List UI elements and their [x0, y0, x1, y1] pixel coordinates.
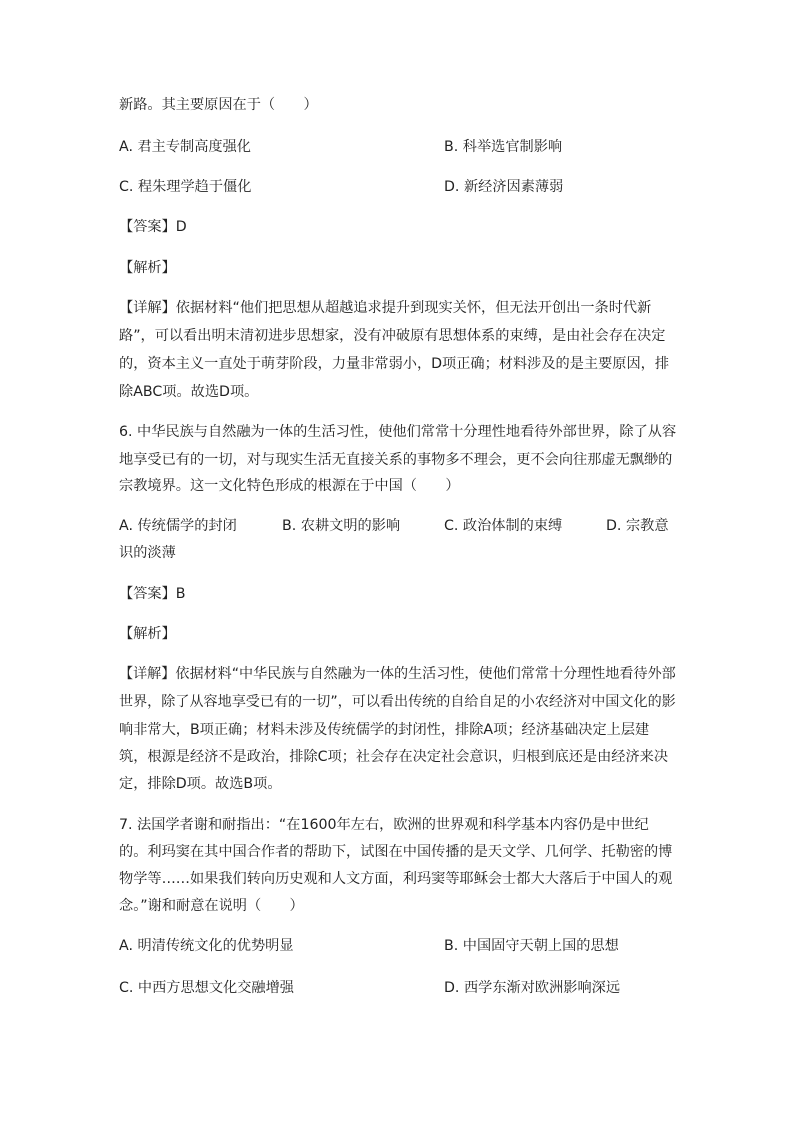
- q6-detail-line-4: 筑，根源是经济不是政治，排除C项；社会存在决定社会意识，归根到底还是由经济来决: [119, 749, 669, 765]
- q5-stem-tail: 新路。其主要原因在于（ ）: [119, 97, 318, 113]
- q7-stem-line-2: 的。利玛窦在其中国合作者的帮助下，试图在中国传播的是天文学、几何学、托勒密的博: [119, 844, 673, 860]
- q7-stem-line-3: 物学等……如果我们转向历史观和人文方面，利玛窦等耶稣会士都大大落后于中国人的观: [119, 871, 673, 887]
- q7-option-d[interactable]: D. 西学东渐对欧洲影响深远: [444, 980, 621, 996]
- q5-detail-line-4: 除ABC项。故选D项。: [119, 384, 259, 400]
- q6-option-b[interactable]: B. 农耕文明的影响: [282, 518, 401, 534]
- q7-option-b[interactable]: B. 中国固守天朝上国的思想: [444, 938, 619, 954]
- q6-option-d[interactable]: D. 宗教意: [606, 518, 669, 534]
- q7-option-a[interactable]: A. 明清传统文化的优势明显: [119, 938, 294, 954]
- q6-analysis-heading: 【解析】: [119, 626, 176, 642]
- q7-option-c[interactable]: C. 中西方思想文化交融增强: [119, 980, 294, 996]
- q5-option-c[interactable]: C. 程朱理学趋于僵化: [119, 179, 252, 195]
- q5-answer: 【答案】D: [119, 219, 187, 235]
- q7-stem-line-1: 7. 法国学者谢和耐指出：“在1600年左右，欧洲的世界观和科学基本内容仍是中世纪: [119, 817, 649, 833]
- q6-detail-line-1: 【详解】依据材料“中华民族与自然融为一体的生活习性，使他们常常十分理性地看待外部: [119, 666, 676, 682]
- q5-detail-line-3: 的，资本主义一直处于萌芽阶段，力量非常弱小，D项正确；材料涉及的是主要原因，排: [119, 356, 670, 372]
- q5-analysis-heading: 【解析】: [119, 260, 176, 276]
- q6-option-c[interactable]: C. 政治体制的束缚: [444, 518, 563, 534]
- q5-option-b[interactable]: B. 科举选官制影响: [444, 139, 563, 155]
- q6-stem-line-2: 地享受已有的一切，对与现实生活无直接关系的事物多不理会，更不会向往那虚无飘缈的: [119, 452, 673, 468]
- q6-answer: 【答案】B: [119, 586, 186, 602]
- q6-stem-line-1: 6. 中华民族与自然融为一体的生活习性，使他们常常十分理性地看待外部世界，除了从容: [119, 424, 677, 440]
- q7-stem-line-4: 念。”谢和耐意在说明（ ）: [119, 898, 304, 914]
- q6-detail-line-5: 定，排除D项。故选B项。: [119, 776, 282, 792]
- q6-option-d-wrap: 识的淡薄: [119, 545, 176, 561]
- q6-stem-line-3: 宗教境界。这一文化特色形成的根源在于中国（ ）: [119, 478, 460, 494]
- q6-option-a[interactable]: A. 传统儒学的封闭: [119, 518, 237, 534]
- q5-option-a[interactable]: A. 君主专制高度强化: [119, 139, 251, 155]
- q6-detail-line-3: 响非常大，B项正确；材料未涉及传统儒学的封闭性，排除A项；经济基础决定上层建: [119, 722, 650, 738]
- q5-detail-line-1: 【详解】依据材料“他们把思想从超越追求提升到现实关怀，但无法开创出一条时代新: [119, 300, 652, 316]
- q5-detail-line-2: 路”，可以看出明末清初进步思想家，没有冲破原有思想体系的束缚，是由社会存在决定: [119, 328, 666, 344]
- q6-detail-line-2: 世界，除了从容地享受已有的一切”，可以看出传统的自给自足的小农经济对中国文化的影: [119, 694, 676, 710]
- q5-option-d[interactable]: D. 新经济因素薄弱: [444, 179, 564, 195]
